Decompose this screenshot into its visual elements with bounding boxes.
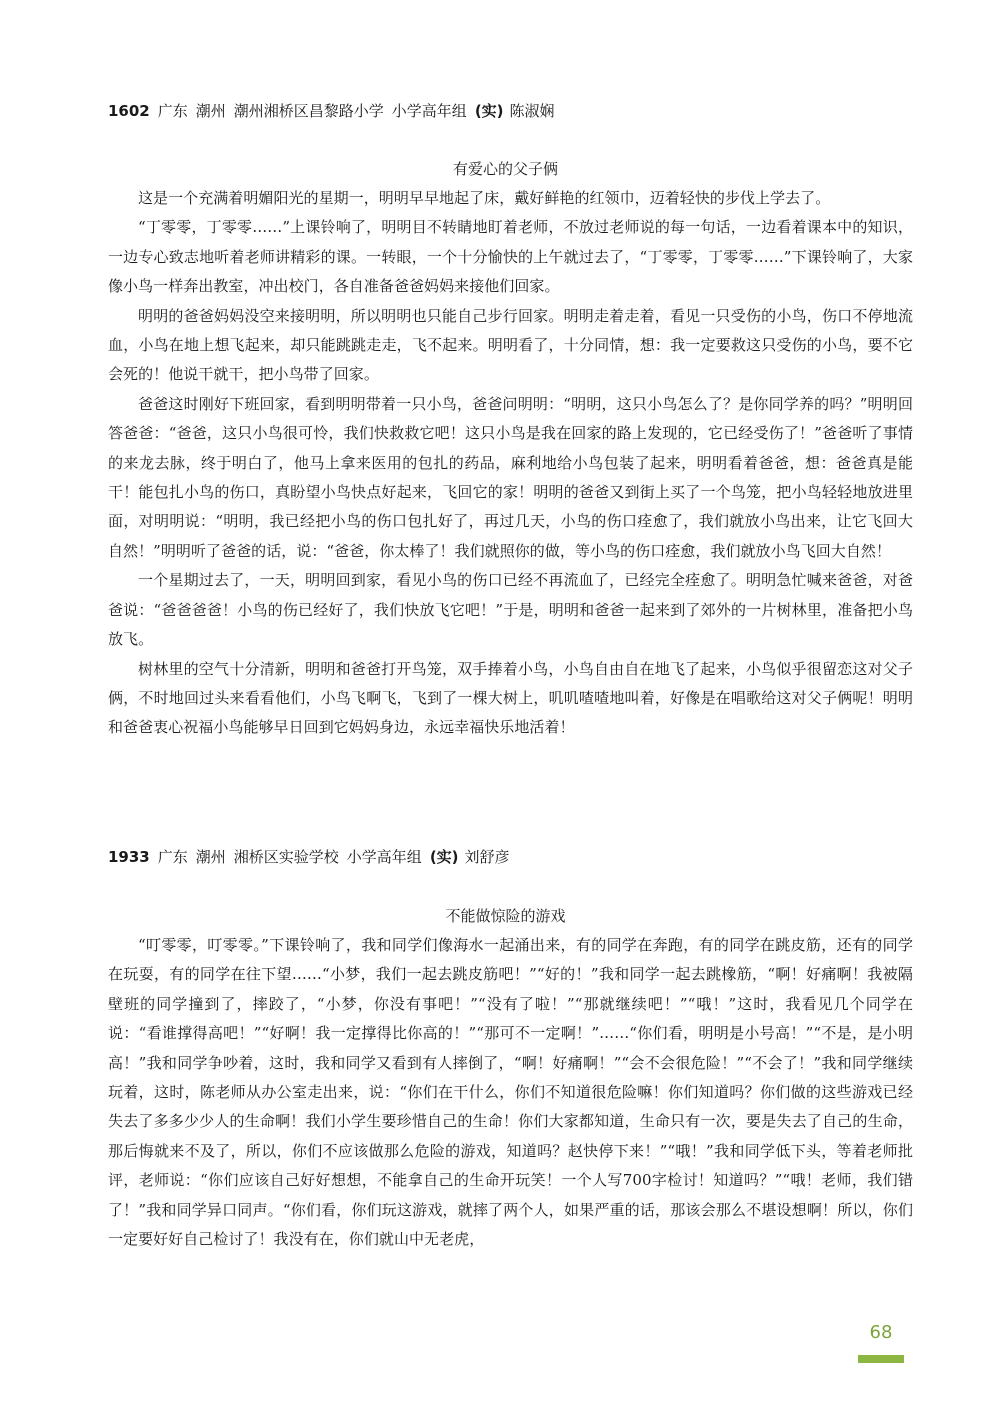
entry-author: 刘舒彦 bbox=[464, 848, 510, 866]
essay-title: 不能做惊险的游戏 bbox=[445, 907, 566, 925]
entry-header bbox=[108, 847, 908, 867]
paragraph: 明明的爸爸妈妈没空来接明明，所以明明也只能自己步行回家。明明走着走着，看见一只受伤的小鸟，伤口不停地流血，小鸟在地上想飞起来，却只能跳跳走走，飞不起来。明明看了，十分同情，想：我一定要救这只受伤的小鸟，要不它会死的！他说干就干，把小鸟带了回家。 bbox=[108, 306, 913, 384]
entry-province: 广东 bbox=[157, 848, 188, 866]
entry-province: 广东 bbox=[157, 102, 188, 120]
paragraph: 这是一个充满着明媚阳光的星期一，明明早早地起了床，戴好鲜艳的红领巾，迈着轻快的步伐上学去了。 bbox=[138, 189, 831, 207]
essay-body bbox=[108, 931, 913, 1254]
entry-number: 1933 bbox=[108, 848, 150, 866]
paragraph: 树林里的空气十分清新，明明和爸爸打开鸟笼，双手捧着小鸟，小鸟自由自在地飞了起来，小鸟似乎很留恋这对父子俩，不时地回过头来看看他们，小鸟飞啊飞，飞到了一棵大树上，叽叽喳喳地叫着，好像是在唱歌给这对父子俩呢！明明和爸爸衷心祝福小鸟能够早日回到它妈妈身边，永远幸福快乐地活着！ bbox=[108, 659, 913, 737]
entry-city: 潮州 bbox=[195, 102, 226, 120]
entry-group: 小学高年组 bbox=[391, 102, 467, 120]
entry-number: 1602 bbox=[108, 102, 150, 120]
page-number-bar bbox=[858, 1355, 904, 1363]
entry-school: 潮州湘桥区昌黎路小学 bbox=[233, 102, 384, 120]
paragraph: 一个星期过去了，一天，明明回到家，看见小鸟的伤口已经不再流血了，已经完全痊愈了。明明急忙喊来爸爸，对爸爸说：“爸爸爸爸！小鸟的伤已经好了，我们快放飞它吧！”于是，明明和爸爸一起来到了郊外的一片树林里，准备把小鸟放飞。 bbox=[108, 571, 913, 649]
page-number: 68 bbox=[869, 1322, 893, 1343]
entry-header bbox=[108, 101, 908, 121]
essay-title: 有爱心的父子俩 bbox=[452, 160, 558, 178]
entry-group: 小学高年组 bbox=[346, 848, 422, 866]
entry-tag: (实) bbox=[429, 848, 459, 866]
essay-body bbox=[108, 184, 913, 743]
entry-author: 陈淑娴 bbox=[509, 102, 555, 120]
entry-school: 湘桥区实验学校 bbox=[233, 848, 339, 866]
paragraph: 爸爸这时刚好下班回家，看到明明带着一只小鸟，爸爸问明明：“明明，这只小鸟怎么了？是你同学养的吗？”明明回答爸爸：“爸爸，这只小鸟很可怜，我们快救救它吧！这只小鸟是我在回家的路上发现的，它已经受伤了！”爸爸听了事情的来龙去脉，终于明白了，他马上拿来医用的包扎的药品，麻利地给小鸟包装了起来，明明看着爸爸，想：爸爸真是能干！能包扎小鸟的伤口，真盼望小鸟快点好起来，飞回它的家！明明的爸爸又到街上买了一个鸟笼，把小鸟轻轻地放进里面，对明明说：“明明，我已经把小鸟的伤口包扎好了，再过几天，小鸟的伤口痊愈了，我们就放小鸟出来，让它飞回大自然！”明明听了爸爸的话，说：“爸爸，你太棒了！我们就照你的做，等小鸟的伤口痊愈，我们就放小鸟飞回大自然！ bbox=[108, 394, 913, 560]
entry-tag: (实) bbox=[474, 102, 504, 120]
paragraph: “叮零零，叮零零。”下课铃响了，我和同学们像海水一起涌出来，有的同学在奔跑，有的同学在跳皮筋，还有的同学在玩耍，有的同学在往下望……“小梦，我们一起去跳皮筋吧！”“好的！”我和同学一起去跳橡筋，“啊！好痛啊！我被隔壁班的同学撞到了，摔跤了，“小梦，你没有事吧！”“没有了啦！”“那就继续吧！”“哦！”这时，我看见几个同学在说：“看谁撑得高吧！”“好啊！我一定撑得比你高的！”“那可不一定啊！”……“你们看，明明是小号高！”“不是，是小明高！”我和同学争吵着，这时，我和同学又看到有人摔倒了，“啊！好痛啊！”“会不会很危险！”“不会了！”我和同学继续玩着，这时，陈老师从办公室走出来，说：“你们在干什么，你们不知道很危险嘛！你们知道吗？你们做的这些游戏已经失去了多多少少人的生命啊！我们小学生要珍惜自己的生命！你们大家都知道，生命只有一次，要是失去了自己的生命，那后悔就来不及了，所以，你们不应该做那么危险的游戏，知道吗？赵快停下来！”“哦！”我和同学低下头，等着老师批评，老师说：“你们应该自己好好想想，不能拿自己的生命开玩笑！一个人写700字检讨！知道吗？”“哦！老师，我们错了！”我和同学异口同声。“你们看，你们玩这游戏，就摔了两个人，如果严重的话，那该会那么不堪设想啊！所以，你们一定要好好自己检讨了！我没有在，你们就山中无老虎， bbox=[108, 936, 913, 1249]
paragraph: “丁零零，丁零零……”上课铃响了，明明目不转睛地盯着老师，不放过老师说的每一句话，一边看着课本中的知识，一边专心致志地听着老师讲精彩的课。一转眼，一个十分愉快的上午就过去了，“丁零零，丁零零……”下课铃响了，大家像小鸟一样奔出教室，冲出校门，各自准备爸爸妈妈来接他们回家。 bbox=[108, 218, 913, 296]
entry-city: 潮州 bbox=[195, 848, 226, 866]
